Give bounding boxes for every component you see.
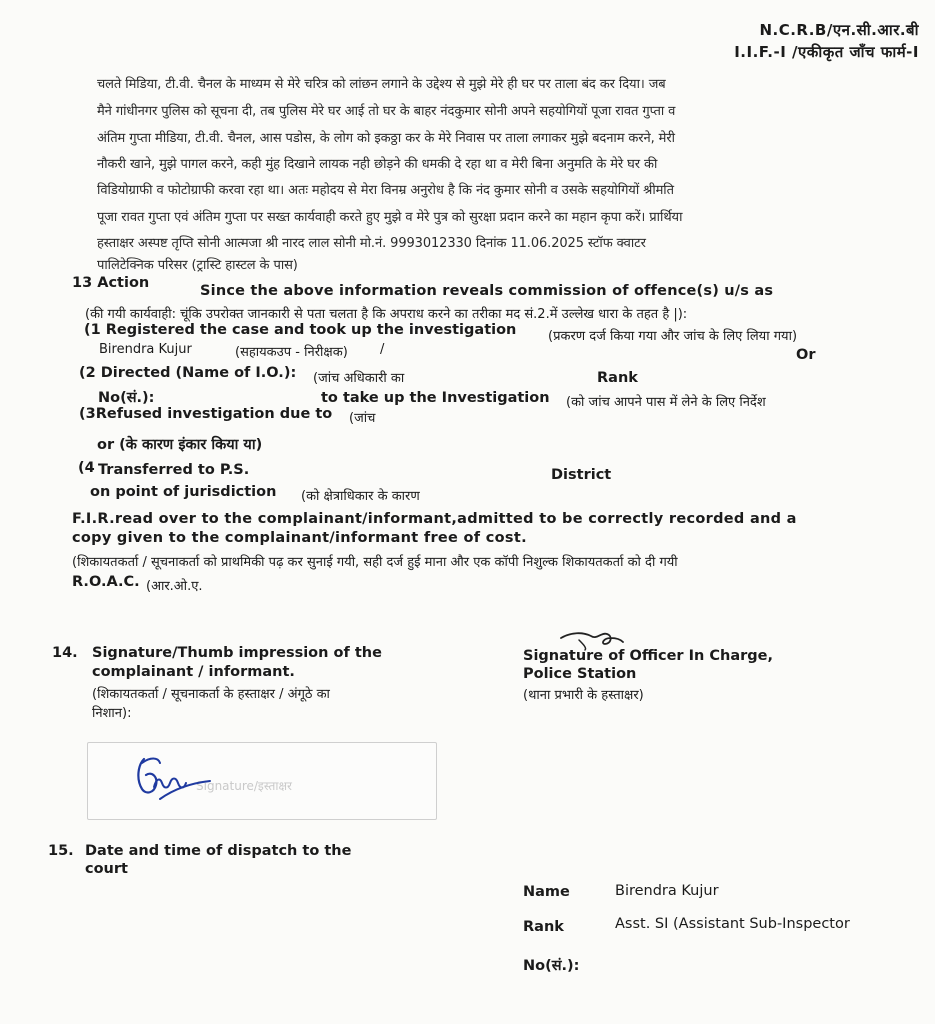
body-line: पूजा रावत गुप्ता एवं अंतिम गुप्ता पर सख्त कार्यवाही करते हुए मुझे व मेरे पुत्र को सुरक्षा प्रदान करने का महान कृपा करें। प्रार्थिया (97, 210, 683, 225)
take-up-label: to take up the Investigation (321, 390, 550, 406)
action-heading-num: 13 Action (72, 275, 150, 291)
form-code-line1: N.C.R.B/एन.सी.आर.बी (759, 21, 919, 39)
officer-rank-hindi: (सहायकउप - निरीक्षक) (235, 345, 348, 360)
action-hindi-line: (की गयी कार्यवाही: चूंकि उपरोक्त जानकारी से पता चलता है कि अपराध करने का तरीका मद सं.2.में उल्लेख धारा के तहत है |): (85, 307, 688, 322)
fir-statement-line1: F.I.R.read over to the complainant/informant,admitted to be correctly recorded and a (72, 511, 797, 527)
complainant-signature-scribble (130, 749, 220, 811)
slash: / (380, 342, 385, 357)
action-heading-text: Since the above information reveals commission of offence(s) u/s as (200, 283, 774, 299)
district-label: District (551, 467, 612, 483)
body-line: विडियोग्राफी व फोटोग्राफी करवा रहा था। अतः महोदय से मेरा विनम्र अनुरोध है कि नंद कुमार सोनी व उसके सहयोगियों श्रीमति (97, 183, 674, 198)
rank-value: Asst. SI (Assistant Sub-Inspector (615, 916, 850, 932)
roac-hindi: (आर.ओ.ए. (146, 579, 203, 594)
dispatch-line2: court (85, 861, 128, 877)
no-label: No(सं.): (98, 390, 155, 406)
body-line: नौकरी खाने, मुझे पागल करने, कही मुंह दिखाने लायक नही छोड़ने की धमकी दे रहा था व मेरी बिना अनुमति के मेरे घर की (97, 157, 658, 172)
signature-box-faint-label: Signature/इस्ताक्षर (196, 779, 292, 793)
body-line: हस्ताक्षर अस्पष्ट तृप्ति सोनी आत्मजा श्री नारद लाल सोनी मो.नं. 9993012330 दिनांक 11.06.2025 स्टॉफ क्वाटर (97, 236, 646, 251)
rank-label: Rank (597, 370, 638, 386)
jurisdiction-hindi: (को क्षेत्राधिकार के कारण (301, 489, 420, 504)
officer-signature-line2: Police Station (523, 666, 637, 682)
officer-name: Birendra Kujur (99, 342, 192, 357)
option3-label: (3Refused investigation due to (79, 406, 333, 422)
body-line: पालिटेक्निक परिसर (ट्रास्टि हास्टल के पास) (97, 258, 298, 273)
take-up-hindi: (को जांच आपने पास में लेने के लिए निर्देश (566, 395, 766, 410)
officer-signature-line1: Signature of Officer In Charge, (523, 648, 774, 664)
option2-label: (2 Directed (Name of I.O.): (79, 365, 297, 381)
option3-hindi: (जांच (349, 411, 376, 426)
body-line: अंतिम गुप्ता मीडिया, टी.वी. चैनल, आस पडोस, के लोग को इकठ्ठा कर के मेरे निवास पर ताला लगाकर मुझे बदनाम करने, मेरी (97, 131, 675, 146)
option4-label: Transferred to P.S. (98, 462, 250, 478)
fir-statement-line2: copy given to the complainant/informant free of cost. (72, 530, 527, 546)
officer-signature-hindi: (थाना प्रभारी के हस्ताक्षर) (523, 688, 644, 703)
option1-hindi: (प्रकरण दर्ज किया गया और जांच के लिए लिया गया) (548, 329, 798, 344)
body-line: मैने गांधीनगर पुलिस को सूचना दी, तब पुलिस मेरे घर आई तो घर के बाहर नंदकुमार सोनी अपने सहयोगियों पूजा रावत गुप्ता व (97, 104, 676, 119)
option4-num: (4 (78, 460, 95, 476)
or-label-3: or (के कारण इंकार किया या) (97, 437, 263, 453)
no-label-footer: No(सं.): (523, 958, 580, 974)
complainant-signature-box (87, 742, 437, 820)
section14-hindi2: निशान): (92, 706, 132, 721)
section14-hindi1: (शिकायतकर्ता / सूचनाकर्ता के हस्ताक्षर / अंगूठे का (92, 687, 330, 702)
section14-line2: complainant / informant. (92, 664, 295, 680)
body-line: चलते मिडिया, टी.वी. चैनल के माध्यम से मेरे चरित्र को लांछन लगाने के उद्देश्य से मुझे मेरे ही घर पर ताला बंद कर दिया। जब (97, 77, 666, 92)
roac-label: R.O.A.C. (72, 574, 140, 590)
section14-num: 14. (52, 645, 78, 661)
jurisdiction-label: on point of jurisdiction (90, 484, 277, 500)
dispatch-line1: Date and time of dispatch to the (85, 843, 352, 859)
section14-line1: Signature/Thumb impression of the (92, 645, 382, 661)
section15-num: 15. (48, 843, 74, 859)
option1-label: (1 Registered the case and took up the investigation (84, 322, 517, 338)
option2-hindi: (जांच अधिकारी का (313, 371, 405, 386)
name-value: Birendra Kujur (615, 883, 719, 899)
or-label-1: Or (796, 347, 816, 363)
name-label: Name (523, 884, 570, 900)
rank-label-footer: Rank (523, 919, 564, 935)
fir-statement-hindi: (शिकायतकर्ता / सूचनाकर्ता को प्राथमिकी पढ़ कर सुनाई गयी, सही दर्ज हुई माना और एक कॉपी निशुल्क शिकायतकर्ता को दी गयी (72, 555, 678, 570)
form-code-line2: I.I.F.-I /एकीकृत जाँच फार्म-I (734, 43, 919, 61)
